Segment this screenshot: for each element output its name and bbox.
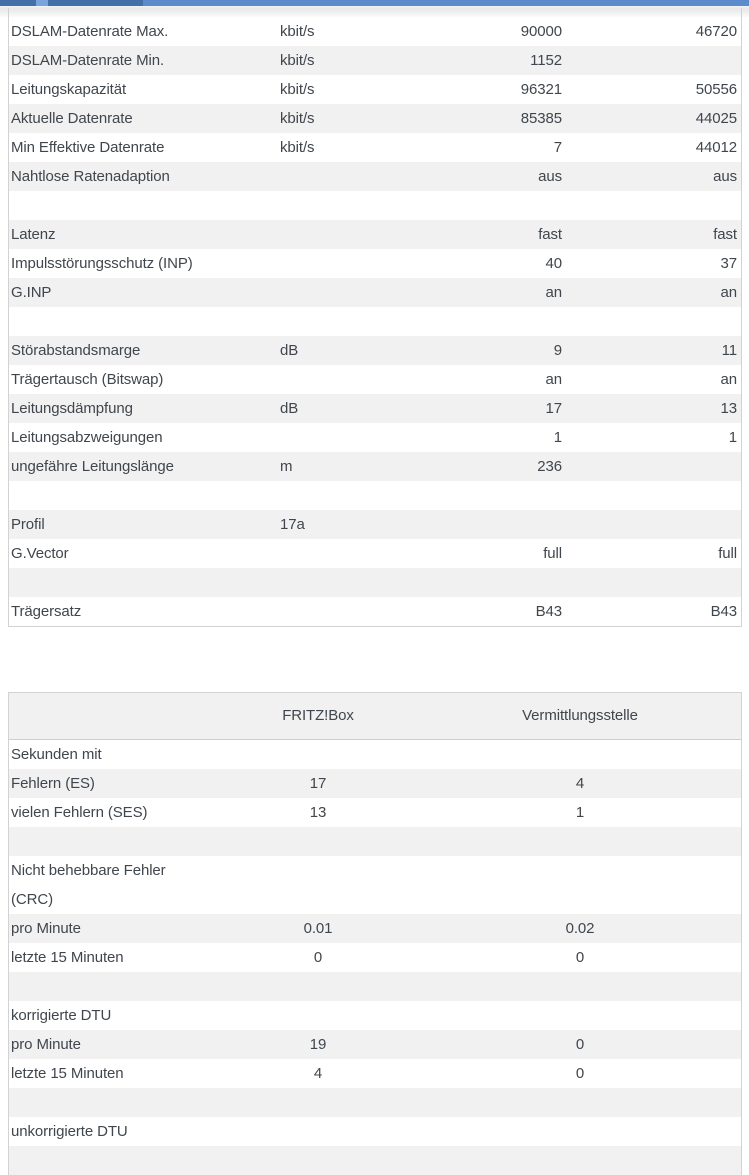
row-value-vermittlungsstelle: 0 [575,949,585,966]
row-label: Leitungsabzweigungen [11,429,163,446]
row-value-fritzbox: 17 [309,775,327,792]
row-value-fritzbox [187,1088,449,1117]
table-row [9,162,741,191]
row-unit [280,365,400,394]
table-row [9,1117,741,1146]
row-value-vermittlungsstelle [449,1088,711,1117]
row-value-downstream: an [545,371,562,388]
table-row [9,452,741,481]
row-value-downstream: 40 [545,255,562,272]
table-row [9,307,741,336]
table-row [9,249,741,278]
row-label: Nicht behebbare Fehler (CRC) [11,862,166,908]
table-row [9,1030,741,1059]
table-row [9,17,741,46]
row-label [9,191,280,220]
table-row [9,539,741,568]
row-unit: 17a [280,516,305,533]
row-value-upstream [566,568,741,597]
row-label [9,1146,187,1175]
row-value-upstream: full [718,545,737,562]
table-row [9,597,741,626]
table-row [9,133,741,162]
row-label: Profil [11,516,45,533]
table-row [9,191,741,220]
row-value-upstream: 44012 [695,139,737,156]
row-label: pro Minute [11,1036,81,1053]
row-label: G.INP [11,284,52,301]
error-table-body [9,740,741,1175]
row-value-fritzbox: 13 [309,804,327,821]
row-value-upstream [566,481,741,510]
table-row [9,278,741,307]
table-row [9,972,741,1001]
row-label: G.Vector [11,545,69,562]
row-label [9,307,280,336]
row-unit: dB [280,400,299,417]
row-value-downstream: 7 [553,139,562,156]
row-label [9,1088,187,1117]
row-label: letzte 15 Minuten [11,1065,124,1082]
row-label: ungefähre Leitungslänge [11,458,174,475]
row-value-vermittlungsstelle [449,1146,711,1175]
row-label: DSLAM-Datenrate Min. [11,52,165,69]
row-value-downstream: 1 [553,429,562,446]
row-label: Sekunden mit [11,746,102,763]
row-value-vermittlungsstelle [449,856,711,914]
row-unit [280,568,400,597]
row-label: Leitungskapazität [11,81,127,98]
row-value-upstream: 13 [720,400,737,417]
row-label: Leitungsdämpfung [11,400,133,417]
row-label: korrigierte DTU [11,1007,112,1024]
row-label [9,568,280,597]
dsl-info-table [8,8,742,627]
table-row [9,827,741,856]
row-label: Impulsstörungsschutz (INP) [11,255,193,272]
row-label: Nahtlose Ratenadaption [11,168,170,185]
table-row [9,943,741,972]
row-value-vermittlungsstelle: 1 [575,804,585,821]
row-value-vermittlungsstelle [449,827,711,856]
error-counter-table [8,692,742,1175]
row-value-upstream: 50556 [695,81,737,98]
table-row [9,423,741,452]
row-value-upstream [566,307,741,336]
row-label: Min Effektive Datenrate [11,139,165,156]
row-value-upstream: fast [713,226,737,243]
row-label: Trägertausch (Bitswap) [11,371,164,388]
row-value-upstream: 37 [720,255,737,272]
table-row [9,769,741,798]
row-unit: dB [280,342,299,359]
table-row [9,568,741,597]
row-unit [280,220,400,249]
row-unit [280,423,400,452]
table-row [9,336,741,365]
row-value-downstream: B43 [535,603,562,620]
row-value-downstream [400,568,566,597]
row-unit: kbit/s [280,139,315,156]
row-value-downstream: 236 [537,458,562,475]
row-value-fritzbox [187,740,449,769]
table-header-cutoff [9,8,741,17]
error-header-fritzbox: FRITZ!Box [282,707,354,724]
row-label: Fehlern (ES) [11,775,95,792]
table-row [9,914,741,943]
row-value-downstream: full [543,545,562,562]
row-value-upstream: 46720 [695,23,737,40]
row-label: Störabstandsmarge [11,342,141,359]
row-unit: kbit/s [280,52,315,69]
row-unit [280,162,400,191]
row-label: pro Minute [11,920,81,937]
row-value-downstream: 1152 [530,52,562,69]
row-value-downstream: 96321 [520,81,562,98]
row-value-upstream [566,452,741,481]
row-value-upstream: an [720,284,737,301]
row-unit: kbit/s [280,81,315,98]
row-label: letzte 15 Minuten [11,949,124,966]
table-row [9,365,741,394]
row-value-downstream: aus [538,168,562,185]
error-header-empty [9,693,187,739]
row-value-vermittlungsstelle [449,972,711,1001]
row-label: Aktuelle Datenrate [11,110,133,127]
table-row [9,46,741,75]
table-row [9,510,741,539]
row-value-vermittlungsstelle: 0 [575,1065,585,1082]
row-value-vermittlungsstelle [449,1117,711,1146]
row-value-downstream: 85385 [520,110,562,127]
row-unit [280,597,400,626]
row-value-upstream: B43 [710,603,737,620]
row-label: Trägersatz [11,603,82,620]
row-label: DSLAM-Datenrate Max. [11,23,169,40]
row-value-fritzbox [187,1117,449,1146]
row-unit: kbit/s [280,23,315,40]
row-value-upstream: 44025 [695,110,737,127]
row-value-downstream: 90000 [520,23,562,40]
row-unit: kbit/s [280,110,315,127]
row-value-upstream [566,46,741,75]
error-table-header-row [9,693,741,740]
row-value-upstream: 11 [721,342,737,359]
table-row [9,481,741,510]
row-unit: m [280,458,293,475]
row-value-fritzbox: 4 [313,1065,323,1082]
row-value-vermittlungsstelle [449,740,711,769]
table-row [9,1059,741,1088]
error-header-vermittlungsstelle: Vermittlungsstelle [522,707,638,724]
row-value-vermittlungsstelle: 0 [575,1036,585,1053]
row-label: vielen Fehlern (SES) [11,804,148,821]
row-label: unkorrigierte DTU [11,1123,128,1140]
table-row [9,740,741,769]
row-unit [280,249,400,278]
row-value-vermittlungsstelle: 0.02 [565,920,595,937]
row-unit [280,191,400,220]
table-row [9,1088,741,1117]
row-label [9,972,187,1001]
row-value-fritzbox [187,856,449,914]
table-row [9,856,741,914]
row-value-upstream: aus [713,168,737,185]
row-unit [280,481,400,510]
table-row [9,75,741,104]
row-value-upstream [566,191,741,220]
row-value-fritzbox: 0.01 [303,920,333,937]
row-value-upstream: 1 [728,429,737,446]
row-label: Latenz [11,226,56,243]
row-unit [280,307,400,336]
row-value-fritzbox [187,1146,449,1175]
row-value-vermittlungsstelle: 4 [575,775,585,792]
row-value-downstream [400,191,566,220]
row-value-vermittlungsstelle [449,1001,711,1030]
row-value-fritzbox [187,1001,449,1030]
row-value-downstream [400,510,566,539]
row-value-fritzbox: 19 [309,1036,327,1053]
row-unit [280,278,400,307]
table-row [9,798,741,827]
row-unit [280,539,400,568]
row-value-downstream: fast [538,226,562,243]
row-value-downstream: an [545,284,562,301]
table-row [9,220,741,249]
row-value-fritzbox [187,972,449,1001]
row-value-downstream [400,481,566,510]
row-value-downstream: 17 [545,400,562,417]
table-row [9,1146,741,1175]
row-label [9,827,187,856]
table-row [9,1001,741,1030]
row-value-upstream: an [720,371,737,388]
row-value-downstream: 9 [553,342,562,359]
row-value-fritzbox [187,827,449,856]
table-row [9,394,741,423]
row-label [9,481,280,510]
row-value-upstream [566,510,741,539]
dsl-table-body [9,17,741,626]
table-row [9,104,741,133]
row-value-downstream [400,307,566,336]
row-value-fritzbox: 0 [313,949,323,966]
